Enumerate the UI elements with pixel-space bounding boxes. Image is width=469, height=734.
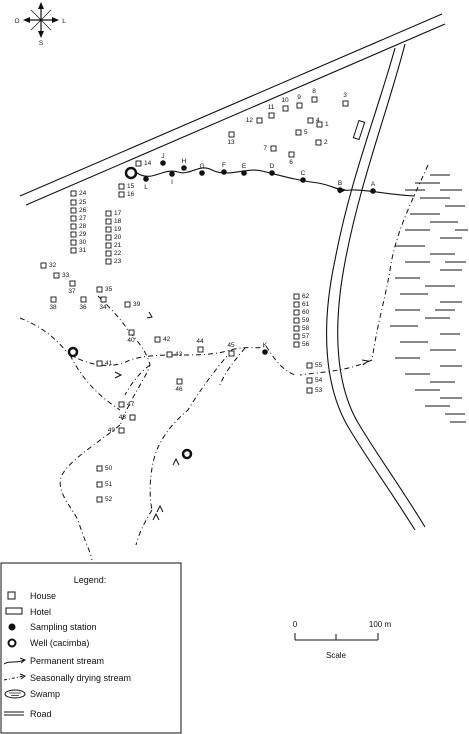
sampling-station-icon	[160, 160, 166, 166]
station-label: B	[337, 180, 343, 187]
house-icon	[97, 361, 102, 366]
house-icon	[97, 482, 102, 487]
house-icon	[41, 263, 46, 268]
house-icon	[71, 216, 76, 221]
house-icon	[308, 118, 313, 123]
road-south	[327, 44, 425, 530]
house-number: 33	[62, 272, 70, 279]
house-icon	[106, 211, 111, 216]
house-icon	[97, 497, 102, 502]
house-icon	[81, 297, 86, 302]
house-icon	[71, 248, 76, 253]
house-number: 14	[144, 160, 152, 167]
house-number: 61	[302, 301, 310, 308]
house-icon	[71, 200, 76, 205]
legend-title: Legend:	[73, 575, 107, 585]
scale-end: 100 m	[368, 620, 392, 629]
house-number: 56	[302, 341, 310, 348]
legend-well: Well (cacimba)	[30, 638, 90, 648]
sampling-station-icon	[269, 170, 275, 176]
station-label: K	[262, 342, 268, 349]
house-number: 4	[316, 117, 320, 124]
house-icon	[294, 302, 299, 307]
sampling-station-icon	[337, 187, 343, 193]
legend-hotel: Hotel	[30, 607, 52, 617]
house-icon	[106, 227, 111, 232]
house-number: 29	[79, 231, 87, 238]
house-number: 31	[79, 247, 87, 254]
house-icon	[97, 466, 102, 471]
house-icon	[51, 297, 56, 302]
house-number: 45	[227, 342, 235, 349]
house-icon	[167, 352, 172, 357]
house-icon	[119, 402, 124, 407]
wells	[69, 168, 191, 458]
house-icon	[289, 152, 294, 157]
house-icon	[294, 318, 299, 323]
compass-west: O	[14, 18, 20, 25]
station-label: D	[269, 163, 275, 170]
house-number: 38	[49, 304, 57, 311]
house-number: 17	[114, 210, 122, 217]
station-label: L	[144, 184, 148, 191]
house-icon	[316, 140, 321, 145]
house-number: 7	[263, 145, 267, 152]
swamp-icon	[5, 690, 25, 698]
house-number: 42	[163, 336, 171, 343]
house-icon	[229, 132, 234, 137]
sampling-station-icon	[221, 169, 227, 175]
house-number: 59	[302, 317, 310, 324]
house-icon	[312, 97, 317, 102]
house-number: 57	[302, 333, 310, 340]
house-number: 60	[302, 309, 310, 316]
house-number: 48	[118, 414, 126, 421]
legend	[1, 563, 181, 733]
house-icon	[119, 184, 124, 189]
house-number: 44	[196, 338, 204, 345]
house-number: 55	[315, 362, 323, 369]
sampling-station-icon	[262, 349, 268, 355]
station-label: F	[222, 162, 226, 169]
scale-start: 0	[292, 620, 298, 629]
station-label: C	[300, 170, 306, 177]
house-number: 21	[114, 242, 122, 249]
swamp	[390, 175, 468, 422]
house-number: 11	[267, 104, 275, 111]
house-number: 23	[114, 258, 122, 265]
station-label: G	[199, 163, 205, 170]
house-number: 47	[127, 401, 135, 408]
house-number: 53	[315, 387, 323, 394]
house-number: 5	[304, 129, 308, 136]
well-icon	[126, 168, 136, 178]
house-icon	[106, 243, 111, 248]
house-icon	[294, 294, 299, 299]
house-icon	[71, 191, 76, 196]
house-number: 16	[127, 191, 135, 198]
house-number: 41	[105, 360, 113, 367]
house-number: 30	[79, 239, 87, 246]
house-number: 28	[79, 223, 87, 230]
house-number: 20	[114, 234, 122, 241]
sampling-station-icon	[181, 165, 187, 171]
house-number: 43	[175, 351, 183, 358]
station-label: J	[161, 153, 165, 160]
house-icon	[129, 330, 134, 335]
stream-arrows	[115, 188, 368, 520]
house-icon	[71, 208, 76, 213]
house-icon	[106, 251, 111, 256]
house-icon	[271, 146, 276, 151]
well-icon	[183, 450, 191, 458]
sampling-station-icon	[169, 171, 175, 177]
sampling-station-icon	[241, 170, 247, 176]
compass	[14, 0, 66, 47]
house-icon	[283, 106, 288, 111]
sampling-station-icon	[199, 170, 205, 176]
houses	[41, 88, 348, 503]
scale-bar	[293, 620, 392, 660]
house-icon	[177, 379, 182, 384]
house-number: 62	[302, 293, 310, 300]
house-number: 18	[114, 218, 122, 225]
house-icon	[307, 388, 312, 393]
house-number: 15	[127, 183, 135, 190]
house-number: 36	[79, 304, 87, 311]
house-icon	[307, 363, 312, 368]
legend-permanent-stream: Permanent stream	[30, 656, 105, 666]
house-icon	[229, 351, 234, 356]
station-label: H	[181, 158, 187, 165]
house-number: 2	[324, 139, 328, 146]
house-number: 54	[315, 377, 323, 384]
house-icon	[296, 130, 301, 135]
compass-south: S	[38, 40, 44, 47]
sampling-stations	[143, 153, 376, 355]
house-icon	[8, 592, 15, 599]
road-north	[20, 14, 445, 205]
house-icon	[155, 337, 160, 342]
well-icon	[9, 640, 16, 647]
house-icon	[294, 342, 299, 347]
station-label: A	[370, 181, 376, 188]
house-number: 49	[107, 427, 115, 434]
house-icon	[71, 232, 76, 237]
house-number: 19	[114, 226, 122, 233]
house-icon	[125, 302, 130, 307]
house-icon	[136, 161, 141, 166]
sampling-station-icon	[300, 177, 306, 183]
legend-seasonal-stream: Seasonally drying stream	[30, 673, 132, 683]
house-number: 39	[133, 301, 141, 308]
house-number: 6	[289, 159, 293, 166]
house-icon	[106, 259, 111, 264]
compass-east: L	[62, 18, 66, 25]
legend-road: Road	[30, 709, 52, 719]
well-icon	[69, 348, 77, 356]
house-number: 40	[127, 337, 135, 344]
house-number: 12	[245, 117, 253, 124]
house-icon	[71, 240, 76, 245]
house-number: 32	[49, 262, 57, 269]
house-icon	[119, 428, 124, 433]
house-icon	[106, 219, 111, 224]
house-icon	[257, 118, 262, 123]
house-number: 34	[99, 304, 107, 311]
hotel-icon	[6, 608, 22, 614]
legend-sampling-station: Sampling station	[30, 622, 97, 632]
house-number: 58	[302, 325, 310, 332]
house-number: 52	[105, 496, 113, 503]
station-label: I	[171, 179, 173, 186]
house-number: 1	[325, 121, 329, 128]
house-icon	[101, 297, 106, 302]
house-icon	[106, 235, 111, 240]
house-number: 37	[68, 288, 76, 295]
house-number: 46	[175, 386, 183, 393]
house-number: 22	[114, 250, 122, 257]
house-number: 25	[79, 199, 87, 206]
house-number: 9	[297, 94, 301, 101]
legend-house: House	[30, 591, 57, 601]
house-icon	[307, 378, 312, 383]
hotel-icon	[353, 121, 364, 140]
house-icon	[70, 281, 75, 286]
house-number: 50	[105, 465, 113, 472]
sampling-station-icon	[9, 624, 16, 631]
house-icon	[294, 326, 299, 331]
house-icon	[54, 273, 59, 278]
house-icon	[198, 347, 203, 352]
house-number: 35	[105, 286, 113, 293]
house-number: 13	[227, 139, 235, 146]
house-icon	[343, 101, 348, 106]
house-number: 3	[343, 92, 347, 99]
house-number: 51	[105, 481, 113, 488]
house-number: 10	[281, 97, 289, 104]
house-icon	[97, 287, 102, 292]
scale-label: Scale	[325, 651, 347, 660]
legend-swamp: Swamp	[30, 689, 61, 699]
house-icon	[269, 113, 274, 118]
station-label: E	[241, 163, 247, 170]
sampling-station-icon	[370, 188, 376, 194]
house-number: 8	[312, 88, 316, 95]
house-number: 24	[79, 190, 87, 197]
house-icon	[119, 192, 124, 197]
house-icon	[297, 103, 302, 108]
house-number: 27	[79, 215, 87, 222]
house-icon	[294, 334, 299, 339]
sampling-station-icon	[143, 176, 149, 182]
house-icon	[71, 224, 76, 229]
house-icon	[294, 310, 299, 315]
house-number: 26	[79, 207, 87, 214]
house-icon	[130, 415, 135, 420]
